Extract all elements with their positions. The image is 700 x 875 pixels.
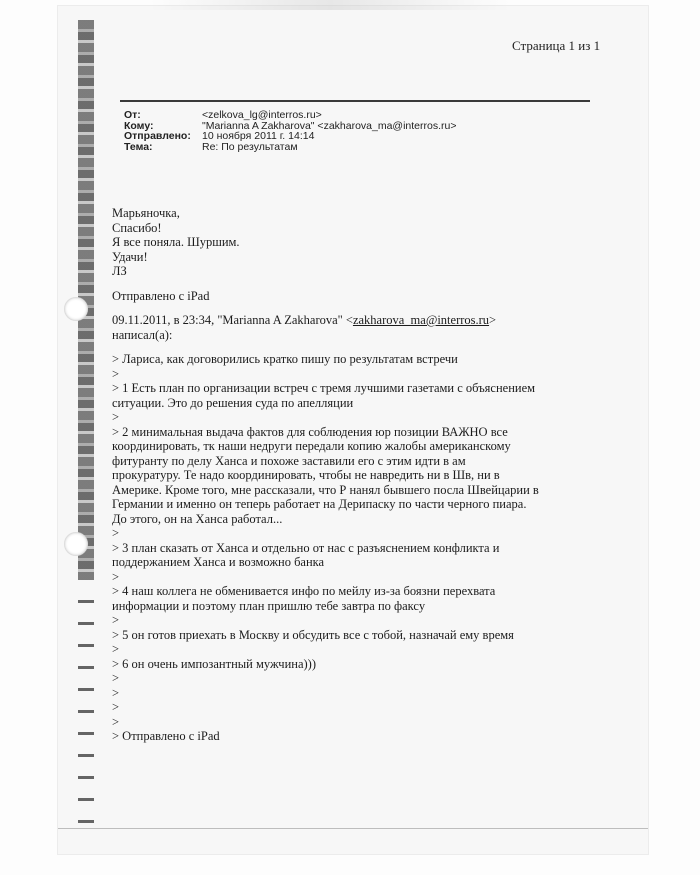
- sent-label: Отправлено:: [124, 130, 191, 142]
- quoted-line: > Отправлено с iPad: [112, 729, 220, 743]
- quote-intro: [112, 313, 542, 328]
- quoted-line: >: [112, 700, 120, 714]
- quoted-line: >: [112, 569, 120, 584]
- binding-strip-lower: [78, 590, 94, 830]
- quoted-line: До этого, он на Ханса работал...: [112, 511, 283, 526]
- quoted-line: >: [112, 613, 120, 627]
- reply-luck: Удачи!: [112, 249, 148, 264]
- subject-label: Тема:: [124, 140, 153, 153]
- from-label: От:: [124, 109, 141, 121]
- quoted-line: Америке. Кроме того, мне рассказали, что Р нанял бывшего посла Швейцарии в: [112, 482, 539, 497]
- quoted-line: >: [112, 366, 120, 381]
- quoted-line: > 3 план сказать от Ханса и отдельно от нас с разъяснением конфликта и: [112, 540, 500, 555]
- binding-edge: [60, 20, 106, 830]
- quoted-line: прокуратуру. Те надо координировать, чтобы не навредить ни в Шв, ни в: [112, 468, 500, 482]
- header-row-sent: [124, 131, 457, 142]
- quoted-line: поддержанием Ханса и возможно банка: [112, 555, 325, 569]
- quoted-line: > Лариса, как договорились кратко пишу по результатам встречи: [112, 352, 458, 366]
- punch-hole-icon: [64, 297, 88, 321]
- quoted-line: > 1 Есть план по организации встреч с тремя лучшими газетами с объяснением: [112, 381, 536, 395]
- quote-intro-wrote: написал(а):: [112, 327, 173, 342]
- header-row-from: [124, 110, 457, 121]
- quote-intro-suffix: >: [489, 313, 497, 327]
- quoted-line: информации и поэтому план пришлю тебе завтра по факсу: [112, 598, 426, 613]
- quoted-line: > 2 минимальная выдача фактов для соблюдения юр позиции ВАЖНО все: [112, 424, 508, 439]
- reply-sent-from: Отправлено с iPad: [112, 288, 210, 303]
- quoted-line: Германии и именно он теперь работает на Дерипаску по части черного пиара.: [112, 497, 527, 511]
- quoted-line: >: [112, 526, 120, 540]
- quote-intro-email[interactable]: zakharova_ma@interros.ru: [352, 313, 490, 327]
- reply-initials: ЛЗ: [112, 264, 127, 278]
- quoted-line: координировать, тк наши недруги передали копию жалобы американскому: [112, 439, 511, 453]
- reply-greeting: Марьяночка,: [112, 206, 180, 220]
- header-row-subject: [124, 142, 457, 153]
- to-value: "Marianna A Zakharova" <zakharova_ma@interros.ru>: [202, 119, 457, 132]
- quoted-line: >: [112, 671, 120, 685]
- quoted-line: >: [112, 685, 120, 700]
- email-body: [112, 206, 542, 744]
- from-value: <zelkova_lg@interros.ru>: [202, 109, 322, 121]
- quoted-line: фитуранту по делу Ханса и похоже заставили его с этим идти в ам: [112, 453, 466, 468]
- email-header: [124, 110, 457, 152]
- reply-understood: Я все поняла. Шуршим.: [112, 235, 240, 249]
- quoted-line: >: [112, 714, 120, 729]
- quoted-line: > 6 он очень импозантный мужчина))): [112, 656, 316, 671]
- bottom-edge-line: [58, 828, 648, 829]
- header-divider: [120, 100, 590, 102]
- subject-value: Re: По результатам: [202, 140, 298, 153]
- punch-hole-icon: [64, 532, 88, 556]
- reply-thanks: Спасибо!: [112, 220, 162, 235]
- scan-smudge: [150, 0, 510, 10]
- quoted-line: >: [112, 410, 120, 424]
- page-number: Страница 1 из 1: [512, 38, 601, 53]
- quoted-line: > 5 он готов приехать в Москву и обсудить все с тобой, назначай ему время: [112, 627, 514, 642]
- quoted-line: > 4 наш коллега не обменивается инфо по мейлу из-за боязни перехвата: [112, 584, 496, 598]
- to-label: Кому:: [124, 119, 154, 132]
- quoted-line: ситуации. Это до решения суда по апелляции: [112, 395, 354, 410]
- quote-intro-prefix: 09.11.2011, в 23:34, "Marianna A Zakharova" <: [112, 313, 353, 327]
- sent-value: 10 ноября 2011 г. 14:14: [202, 130, 315, 142]
- quoted-line: >: [112, 642, 120, 656]
